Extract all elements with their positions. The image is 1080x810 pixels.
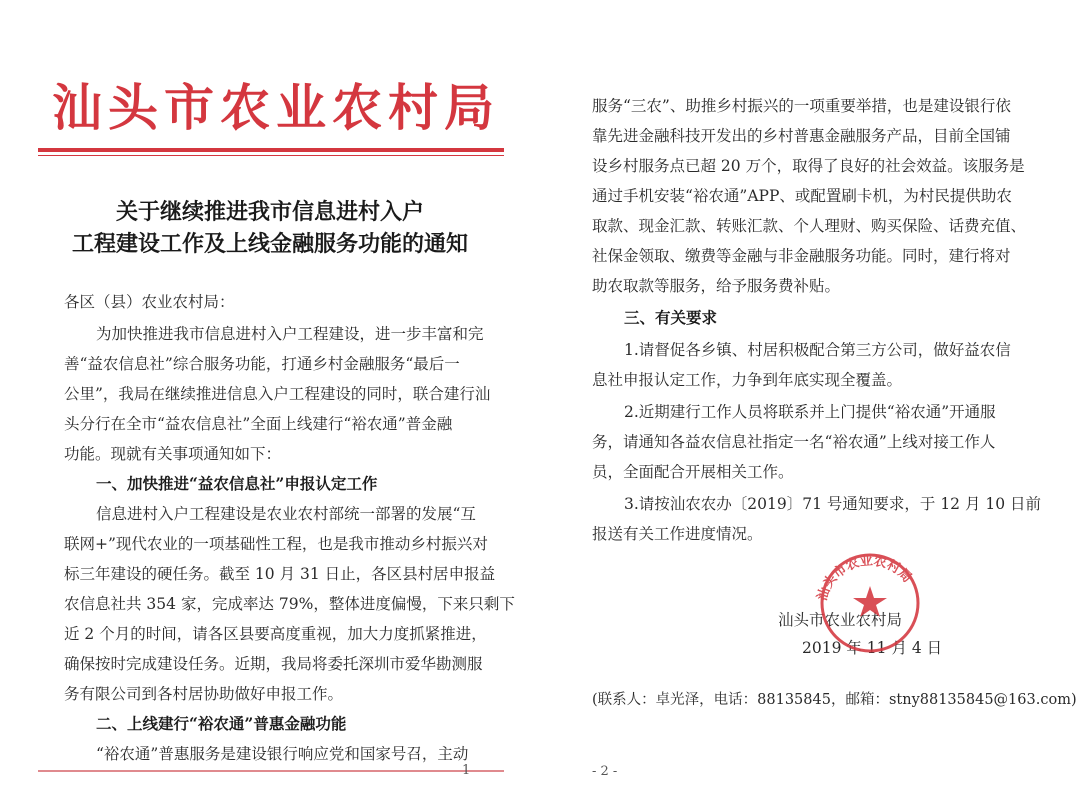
paragraph-line: 服务“三农”、助推乡村振兴的一项重要举措，也是建设银行依 bbox=[592, 97, 1011, 115]
section-heading-2: 二、上线建行“裕农通”普惠金融功能 bbox=[96, 714, 347, 733]
paragraph-line: 社保金领取、缴费等金融与非金融服务功能。同时，建行将对 bbox=[592, 247, 1011, 265]
salutation: 各区（县）农业农村局： bbox=[64, 293, 235, 311]
signature-date: 2019 年 11 月 4 日 bbox=[802, 639, 943, 657]
paragraph-line: 为加快推进我市信息进村入户工程建设，进一步丰富和完 bbox=[96, 325, 484, 343]
paragraph-line: 功能。现就有关事项通知如下： bbox=[64, 445, 282, 463]
paragraph-line: 助农取款等服务，给予服务费补贴。 bbox=[592, 277, 841, 295]
contact-info: (联系人：卓光泽，电话：88135845，邮箱：stny88135845@163.com) bbox=[592, 692, 1077, 708]
page-number: - 2 - bbox=[592, 764, 618, 779]
paragraph-line: “裕农通”普惠服务是建设银行响应党和国家号召，主动 bbox=[96, 745, 469, 763]
paragraph-line: 靠先进金融科技开发出的乡村普惠金融服务产品，目前全国铺 bbox=[592, 127, 1011, 145]
paragraph-line: 联网+”现代农业的一项基础性工程，也是我市推动乡村振兴对 bbox=[64, 535, 488, 553]
seal-text: 汕头市农业农村局 bbox=[814, 553, 915, 603]
paragraph-line: 取款、现金汇款、转账汇款、个人理财、购买保险、话费充值、 bbox=[592, 217, 1027, 235]
seal-star-icon bbox=[853, 586, 887, 617]
paragraph-line: 善“益农信息社”综合服务功能，打通乡村金融服务“最后一 bbox=[64, 355, 460, 373]
paragraph-line: 公里”，我局在继续推进信息入户工程建设的同时，联合建行汕 bbox=[64, 385, 491, 403]
requirement-line: 员，全面配合开展相关工作。 bbox=[592, 463, 794, 481]
footer-rule bbox=[38, 770, 504, 772]
requirement-line: 报送有关工作进度情况。 bbox=[592, 525, 763, 543]
requirement-line: 3.请按汕农农办〔2019〕71 号通知要求，于 12 月 10 日前 bbox=[624, 495, 1042, 513]
paragraph-line: 信息进村入户工程建设是农业农村部统一部署的发展“互 bbox=[96, 505, 476, 523]
document-title-line-1: 关于继续推进我市信息进村入户 bbox=[115, 199, 424, 225]
paragraph-line: 头分行在全市“益农信息社”全面上线建行“裕农通”普金融 bbox=[64, 415, 453, 433]
requirement-line: 息社申报认定工作，力争到年底实现全覆盖。 bbox=[592, 371, 903, 389]
requirement-line: 务，请通知各益农信息社指定一名“裕农通”上线对接工作人 bbox=[592, 433, 996, 451]
page-number: 1 bbox=[462, 763, 471, 778]
requirement-line: 2.近期建行工作人员将联系并上门提供“裕农通”开通服 bbox=[624, 403, 996, 421]
svg-text:汕头市农业农村局 bbox=[814, 553, 914, 603]
paragraph-line: 确保按时完成建设任务。近期，我局将委托深圳市爱华勘测服 bbox=[64, 655, 483, 673]
official-seal-stamp bbox=[807, 548, 933, 654]
document-title-line-2: 工程建设工作及上线金融服务功能的通知 bbox=[71, 231, 468, 257]
document-page-2 bbox=[540, 0, 1080, 810]
letterhead: 汕头市农业农村局 bbox=[52, 78, 500, 137]
paragraph-line: 务有限公司到各村居协助做好申报工作。 bbox=[64, 685, 344, 703]
paragraph-line: 标三年建设的硬任务。截至 10 月 31 日止，各区县村居申报益 bbox=[64, 565, 496, 583]
signature-organization: 汕头市农业农村局 bbox=[778, 611, 903, 629]
letterhead-rule-thick bbox=[38, 148, 504, 152]
requirement-line: 1.请督促各乡镇、村居积极配合第三方公司，做好益农信 bbox=[624, 341, 1011, 359]
paragraph-line: 近 2 个月的时间，请各区县要高度重视，加大力度抓紧推进， bbox=[64, 625, 487, 643]
paragraph-line: 农信息社共 354 家，完成率达 79%，整体进度偏慢，下来只剩下 bbox=[64, 595, 515, 613]
paragraph-line: 通过手机安装“裕农通”APP、或配置刷卡机，为村民提供助农 bbox=[592, 187, 1012, 205]
paragraph-line: 设乡村服务点已超 20 万个，取得了良好的社会效益。该服务是 bbox=[592, 157, 1025, 175]
section-heading-1: 一、加快推进“益农信息社”申报认定工作 bbox=[96, 474, 378, 493]
section-heading-3: 三、有关要求 bbox=[624, 308, 718, 327]
letterhead-rule-thin bbox=[38, 155, 504, 156]
